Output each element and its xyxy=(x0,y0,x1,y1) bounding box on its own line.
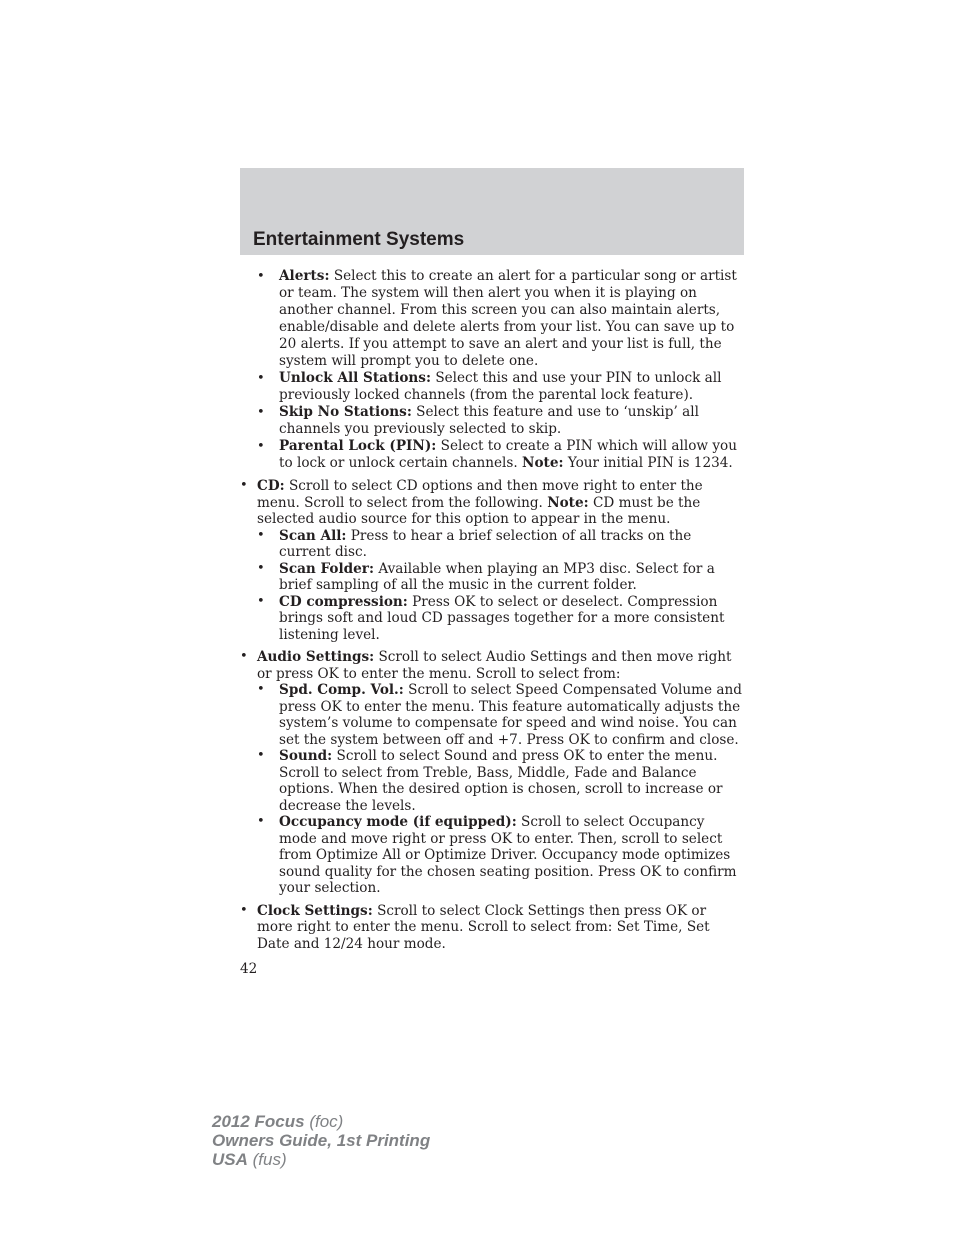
term-label: CD compression: xyxy=(279,593,408,610)
bullet-icon: • xyxy=(240,649,248,664)
item-text: Scroll to select Sound and press OK to enter the menu. Scroll to select from Treble, Bass, Middle, Fade and Balance options. When the desired option is chosen, scroll to increase or decrease the levels. xyxy=(279,748,723,814)
list-item-unlock-all-stations xyxy=(238,370,744,404)
note-text: Your initial PIN is 1234. xyxy=(567,455,733,471)
footer-region-code: (fus) xyxy=(252,1150,287,1169)
list-item-cd-compression xyxy=(238,594,744,644)
bullet-icon: • xyxy=(240,902,248,918)
bullet-icon: • xyxy=(257,560,265,576)
main-bullet-list xyxy=(238,268,744,952)
item-text: Scroll to select Clock Settings then press OK or more right to enter the menu. Scroll to select from: Set Time, Set Date and 12/24 hour mode. xyxy=(257,902,710,952)
footer-line-model xyxy=(212,1112,430,1131)
bullet-icon: • xyxy=(257,748,265,763)
footer-model: 2012 Focus xyxy=(212,1112,305,1131)
term-label: Spd. Comp. Vol.: xyxy=(279,682,404,698)
list-item-sound xyxy=(238,748,744,814)
document-footer xyxy=(212,1112,430,1169)
term-label: Clock Settings: xyxy=(257,902,373,919)
bullet-icon: • xyxy=(257,682,265,697)
item-text: Scroll to select CD options and then move right to enter the menu. Scroll to select from the following. xyxy=(257,478,703,511)
item-text: Press to hear a brief selection of all tracks on the current disc. xyxy=(279,527,692,560)
bullet-icon: • xyxy=(257,371,265,386)
page-number: 42 xyxy=(240,961,258,977)
term-label: Sound: xyxy=(279,748,333,764)
footer-model-code: (foc) xyxy=(309,1112,344,1131)
item-text: Select this feature and use to ‘unskip’ all channels you previously selected to skip. xyxy=(279,404,699,437)
continued-list-item xyxy=(238,268,744,472)
term-label: Skip No Stations: xyxy=(279,404,412,420)
station-options-list xyxy=(238,268,744,472)
list-item-spd-comp-vol xyxy=(238,682,744,748)
bullet-icon: • xyxy=(257,405,265,420)
audio-options-list xyxy=(238,682,744,897)
footer-line-region xyxy=(212,1150,430,1169)
item-text: Available when playing an MP3 disc. Select for a brief sampling of all the music in the current folder. xyxy=(279,560,715,593)
note-text: CD must be the selected audio source for this option to appear in the menu. xyxy=(257,494,701,527)
list-item-clock-settings xyxy=(238,903,744,953)
list-item-alerts xyxy=(238,268,744,370)
footer-line-guide xyxy=(212,1131,430,1150)
bullet-icon: • xyxy=(257,439,265,454)
bullet-icon: • xyxy=(257,593,265,609)
term-label: Unlock All Stations: xyxy=(279,370,431,386)
item-text: Scroll to select Speed Compensated Volume and press OK to enter the menu. This feature automatically adjusts the system’s volume to compensate for speed and wind noise. You can set the system between off and +7. Press OK to confirm and close. xyxy=(279,682,742,748)
item-text: Press OK to select or deselect. Compression brings soft and loud CD passages together for a more consistent listening level. xyxy=(279,593,725,643)
note-label: Note: xyxy=(522,455,564,471)
section-title: Entertainment Systems xyxy=(253,229,465,250)
footer-region: USA xyxy=(212,1150,248,1169)
item-text: Scroll to select Audio Settings and then move right or press OK to enter the menu. Scroll to select from: xyxy=(257,649,732,682)
bullet-icon: • xyxy=(257,814,265,829)
term-label: Parental Lock (PIN): xyxy=(279,438,437,454)
term-label: CD: xyxy=(257,478,285,494)
section-header-band xyxy=(240,168,744,255)
list-item-skip-no-stations xyxy=(238,404,744,438)
footer-guide: Owners Guide, 1st Printing xyxy=(212,1131,431,1150)
term-label: Occupancy mode (if equipped): xyxy=(279,814,517,830)
item-text: Scroll to select Occupancy mode and move right or press OK to enter. Then, scroll to select from Optimize All or Optimize Driver. Occupancy mode optimizes sound quality for the chosen seating position. Press OK to confirm your selection. xyxy=(279,814,737,896)
list-item-cd xyxy=(238,478,744,643)
list-item-scan-all xyxy=(238,528,744,561)
term-label: Scan All: xyxy=(279,527,347,544)
term-label: Scan Folder: xyxy=(279,560,374,577)
item-text: Select to create a PIN which will allow you to lock or unlock certain channels. xyxy=(279,438,737,471)
page-content xyxy=(238,268,744,958)
list-item-scan-folder xyxy=(238,561,744,594)
list-item-audio-settings xyxy=(238,649,744,897)
list-item-parental-lock xyxy=(238,438,744,472)
item-text: Select this and use your PIN to unlock all previously locked channels (from the parental lock feature). xyxy=(279,370,722,403)
bullet-icon: • xyxy=(240,478,248,493)
item-text: Select this to create an alert for a particular song or artist or team. The system will then alert you when it is playing on another channel. From this screen you can also maintain alerts, enable/disable and delete alerts from your list. You can save up to 20 alerts. If you attempt to save an alert and your list is full, the system will prompt you to delete one. xyxy=(279,268,737,369)
list-item-occupancy-mode xyxy=(238,814,744,897)
term-label: Alerts: xyxy=(279,268,330,284)
cd-options-list xyxy=(238,528,744,644)
term-label: Audio Settings: xyxy=(257,649,375,665)
bullet-icon: • xyxy=(257,269,265,284)
note-label: Note: xyxy=(547,494,589,511)
bullet-icon: • xyxy=(257,527,265,543)
